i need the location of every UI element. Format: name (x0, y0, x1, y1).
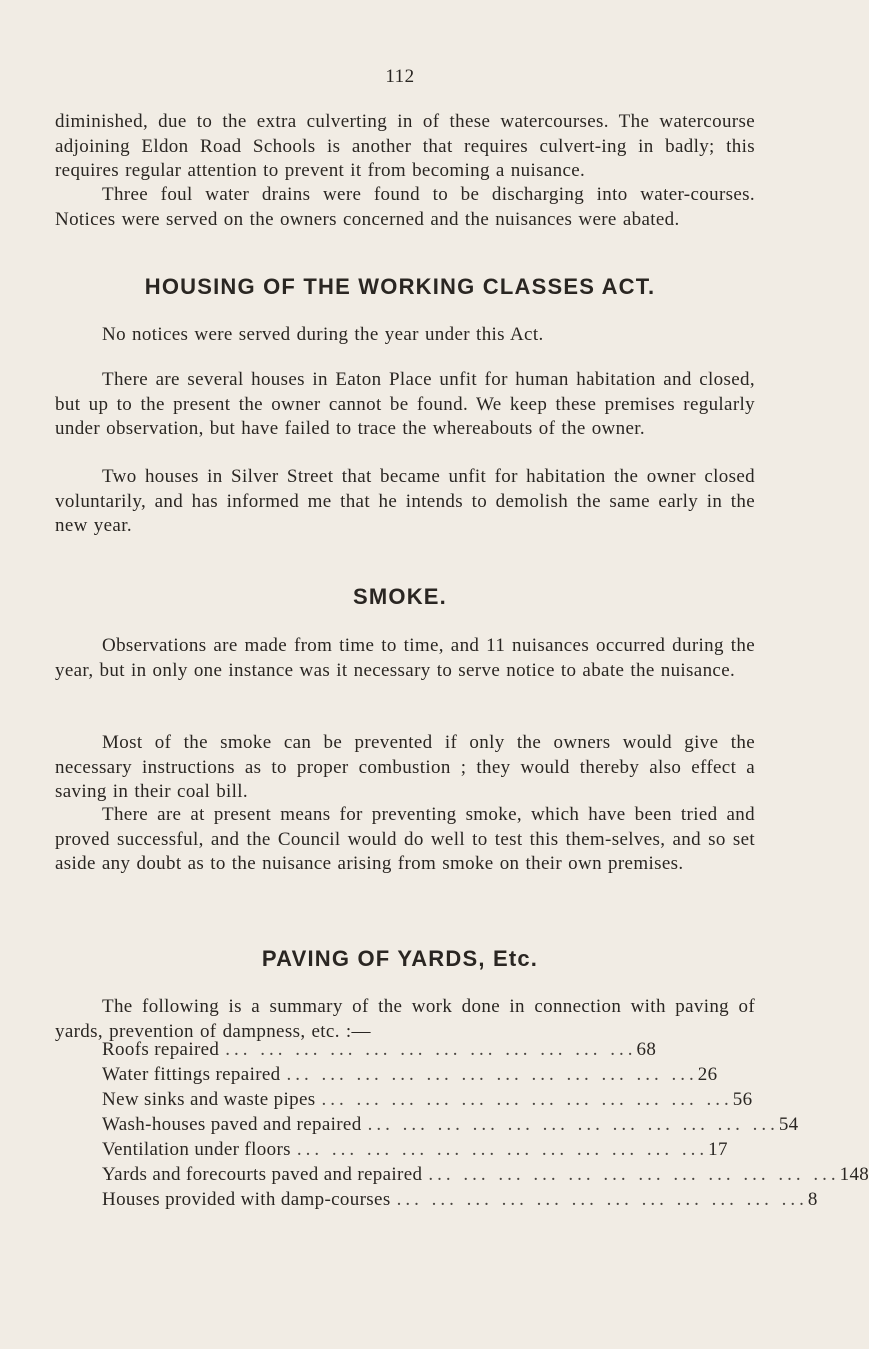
summary-row (102, 1114, 799, 1139)
paragraph-foul-drains: Three foul water drains were found to be discharging into water-courses. Notices were served on the owners concerned and the nuisances were abated. (55, 184, 755, 230)
paragraph-eaton-place: There are several houses in Eaton Place unfit for human habitation and closed, but up to the present the owner cannot be found. We keep these premises regularly under observation, but have failed to trace the whereabouts of the owner. (55, 369, 755, 439)
paragraph-no-notices: No notices were served during the year under this Act. (102, 324, 544, 345)
summary-value: 17 (708, 1139, 728, 1160)
paragraph-watercourses: diminished, due to the extra culverting in of these watercourses. The watercourse adjoining Eldon Road Schools is another that requires culvert-ing in badly; this requires regular attention to prevent it from becoming a nuisance. (55, 111, 755, 181)
paragraph-means: There are at present means for preventing smoke, which have been tried and proved successful, and the Council would do well to test this them-selves, and so set aside any doubt as to the nuisance arising from smoke on their own premises. (55, 804, 755, 874)
summary-value: 148 (839, 1164, 869, 1185)
dot-leader: ... ... ... ... ... ... ... ... ... ... ... ... (396, 1189, 808, 1210)
summary-label: Ventilation under floors (102, 1139, 291, 1160)
paragraph-silver-street: Two houses in Silver Street that became unfit for habitation the owner closed voluntarily, and has informed me that he intends to demolish the same early in the new year. (55, 466, 755, 536)
dot-leader: ... ... ... ... ... ... ... ... ... ... ... ... (428, 1164, 840, 1185)
summary-row (102, 1089, 753, 1114)
summary-label: Houses provided with damp-courses (102, 1189, 391, 1210)
heading-housing-act: HOUSING OF THE WORKING CLASSES ACT. (144, 274, 656, 299)
dot-leader: ... ... ... ... ... ... ... ... ... ... ... ... (296, 1139, 709, 1160)
paragraph-summary-intro: The following is a summary of the work done in connection with paving of yards, prevention of dampness, etc. :— (55, 996, 755, 1042)
summary-value: 26 (697, 1064, 718, 1085)
summary-value: 56 (732, 1089, 753, 1110)
summary-row (102, 1164, 869, 1189)
heading-paving-yards: PAVING OF YARDS, Etc. (261, 946, 539, 971)
summary-row (102, 1189, 818, 1214)
summary-value: 68 (636, 1039, 657, 1060)
paragraph-prevention: Most of the smoke can be prevented if only the owners would give the necessary instructions as to proper combustion ; they would thereby also effect a saving in their coal bill. (55, 732, 755, 802)
summary-row (102, 1039, 657, 1064)
summary-label: New sinks and waste pipes (102, 1089, 316, 1110)
summary-value: 8 (807, 1189, 818, 1210)
page-number: 112 (385, 66, 415, 87)
dot-leader: ... ... ... ... ... ... ... ... ... ... ... ... (321, 1089, 733, 1110)
dot-leader: ... ... ... ... ... ... ... ... ... ... ... ... (286, 1064, 698, 1085)
summary-list (102, 1039, 869, 1214)
summary-label: Roofs repaired (102, 1039, 220, 1060)
summary-label: Yards and forecourts paved and repaired (102, 1164, 423, 1185)
paragraph-observations: Observations are made from time to time, and 11 nuisances occurred during the year, but in only one instance was it necessary to serve notice to abate the nuisance. (55, 635, 755, 681)
heading-smoke: SMOKE. (353, 584, 447, 609)
summary-value: 54 (778, 1114, 799, 1135)
dot-leader: ... ... ... ... ... ... ... ... ... ... ... ... (225, 1039, 637, 1060)
summary-row (102, 1064, 718, 1089)
dot-leader: ... ... ... ... ... ... ... ... ... ... ... ... (367, 1114, 779, 1135)
summary-label: Wash-houses paved and repaired (102, 1114, 362, 1135)
summary-label: Water fittings repaired (102, 1064, 281, 1085)
summary-row (102, 1139, 728, 1164)
